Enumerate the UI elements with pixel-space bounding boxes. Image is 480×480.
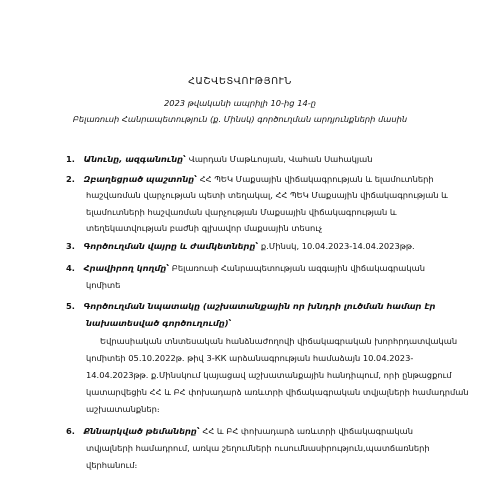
item-5-value-line5: աշխատանքներ։ xyxy=(86,404,160,414)
item-4-value-line1: Բելառուսի Հանրապետության ազգային վիճակագրական xyxy=(171,263,425,273)
item-4-value-line2: կոմիտե xyxy=(86,280,121,290)
item-2-number: 2. xyxy=(66,174,75,184)
item-2-label: Զբաղեցրած պաշտոնը՝ xyxy=(83,174,198,184)
item-6-value-line2: տվյալների համադրում, առկա շեղումների ուսումնասիրություն,պատճառների xyxy=(86,443,430,453)
item-2-row xyxy=(66,174,434,185)
item-5-label-line1: Գործուղման նպատակը (աշխատանքային որ խնդրի լուծման համար էր xyxy=(83,301,436,311)
item-3-row xyxy=(66,241,415,252)
item-5-value-line4: կատարվեցին ՀՀ և ԲՀ փոխադարձ առևտրի վիճակագրական տվյալների համադրման xyxy=(86,387,469,397)
item-4-label: Հրավիրող կողմը՝ xyxy=(83,263,170,273)
item-5-value-line2: կոմիտեի 05.10.2022թ. թիվ 3-КК արձանագրության համաձայն 10.04.2023- xyxy=(86,353,414,363)
item-5-label-line2: նախատեսված գործուղումը)՝ xyxy=(86,318,232,328)
item-3-value: ք.Մինսկ, 10.04.2023-14.04.2023թթ. xyxy=(260,241,415,251)
item-6-number: 6. xyxy=(66,426,75,436)
item-1-number: 1. xyxy=(66,154,75,164)
item-4-row xyxy=(66,263,425,274)
item-1-row xyxy=(66,154,372,165)
item-6-row xyxy=(66,426,413,437)
document-subtitle-topic: Բելառուսի Հանրապետություն (ք. Մինսկ) գործուղման արդյունքների մասին xyxy=(72,114,408,124)
item-6-label: Քննարկված թեմաները՝ xyxy=(83,426,200,436)
item-2-value-line3: ելամուտների հաշվառման վարչության Մաքսային վիճակագրության և xyxy=(86,207,397,217)
item-1-value: Վարդան Մաթևոսյան, Վահան Սահակյան xyxy=(188,154,373,164)
item-2-value-line4: տեղեկատվության բաժնի գլխավոր մաքսային տեսուչ xyxy=(86,223,323,233)
item-6-value-line1: ՀՀ և ԲՀ փոխադարձ առևտրի վիճակագրական xyxy=(202,426,413,436)
item-1-label: Անունը, ազգանունը՝ xyxy=(83,154,186,164)
item-6-value-line3: վերհանում։ xyxy=(86,460,138,470)
item-5-number: 5. xyxy=(66,301,75,311)
item-3-label: Գործուղման վայրը և ժամկետները՝ xyxy=(83,241,259,251)
item-2-value-line1: ՀՀ ՊԵԿ Մաքսային վիճակագրության և ելամուտների xyxy=(199,174,434,184)
item-5-value-line3: 14.04.2023թթ. ք.Մինսկում կայացավ աշխատանքային հանդիպում, որի ընթացքում xyxy=(86,370,452,380)
document-subtitle-date: 2023 թվականի ապրիլի 10-ից 14-ը xyxy=(163,98,317,108)
item-2-value-line2: հաշվառման վարչության պետի տեղակալ, ՀՀ ՊԵԿ Մաքսային վիճակագրության և xyxy=(86,190,448,200)
item-3-number: 3. xyxy=(66,241,75,251)
item-4-number: 4. xyxy=(66,263,75,273)
item-5-row xyxy=(66,301,435,312)
item-5-value-line1: Եվրասիական տնտեսական հանձնաժողովի վիճակագրական խորհրդատվական xyxy=(100,336,458,346)
document-title: ՀԱՇՎԵՏՎՈՒԹՅՈՒՆ xyxy=(188,76,292,87)
